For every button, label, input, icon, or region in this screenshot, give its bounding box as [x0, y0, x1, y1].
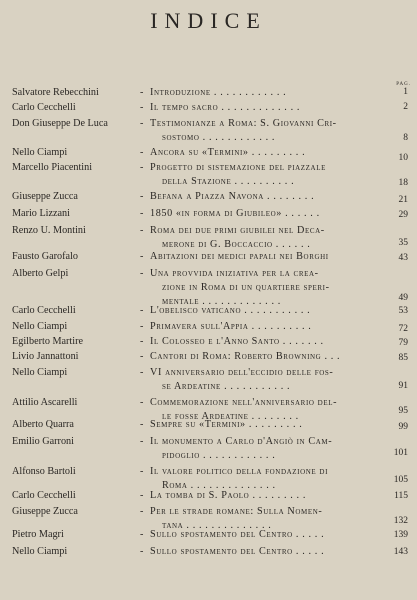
- entry-author: Marcello Piacentini: [12, 162, 93, 173]
- entry-author: Carlo Cecchelli: [12, 102, 76, 113]
- entry-dash: -: [140, 225, 144, 236]
- entry-dash: -: [140, 466, 144, 477]
- entry-title-line2: pidoglio . . . . . . . . . . . .: [162, 450, 276, 461]
- entry-author: Nello Ciampi: [12, 321, 68, 332]
- entry-title-line2: Roma . . . . . . . . . . . . . .: [162, 480, 276, 491]
- entry-dash: -: [140, 490, 144, 501]
- entry-page-number: 1: [403, 87, 408, 97]
- entry-page-number: 99: [398, 422, 408, 432]
- entry-title: La tomba di S. Paolo . . . . . . . . .: [150, 490, 306, 501]
- entry-author: Alfonso Bartoli: [12, 466, 76, 477]
- entry-title: Una provvida iniziativa per la crea-: [150, 268, 319, 279]
- entry-title: Primavera sull'Appia . . . . . . . . . .: [150, 321, 312, 332]
- entry-dash: -: [140, 118, 144, 129]
- entry-dash: -: [140, 397, 144, 408]
- entry-dash: -: [140, 351, 144, 362]
- entry-dash: -: [140, 251, 144, 262]
- entry-title: Il monumento a Carlo d'Angiò in Cam-: [150, 436, 333, 447]
- entry-title: 1850 «in forma di Giubileo» . . . . . .: [150, 208, 320, 219]
- entry-title: Il valore politico della fondazione di: [150, 466, 329, 477]
- entry-author: Salvatore Rebecchini: [12, 87, 99, 98]
- entry-page-number: 49: [398, 293, 408, 303]
- entry-author: Egilberto Martire: [12, 336, 84, 347]
- entry-page-number: 132: [393, 516, 408, 526]
- entry-title: Sullo spostamento del Centro . . . . .: [150, 546, 325, 557]
- entry-page-number: 53: [398, 306, 408, 316]
- entry-title: Commemorazione nell'anniversario del-: [150, 397, 338, 408]
- entry-dash: -: [140, 162, 144, 173]
- entry-page-number: 29: [398, 210, 408, 220]
- entry-page-number: 105: [393, 475, 408, 485]
- page-title: INDICE: [150, 8, 267, 33]
- entry-title-line2: tana . . . . . . . . . . . . . .: [162, 520, 272, 531]
- entry-author: Renzo U. Montini: [12, 225, 86, 236]
- entry-title: Il tempo sacro . . . . . . . . . . . . .: [150, 102, 301, 113]
- entry-dash: -: [140, 336, 144, 347]
- entry-page-number: 115: [394, 491, 408, 501]
- entry-title-line3: mentale . . . . . . . . . . . . .: [162, 296, 281, 307]
- entry-title-line2: zione in Roma di un quartiere speri-: [162, 282, 330, 293]
- entry-dash: -: [140, 87, 144, 98]
- entry-title: Sempre su «Termini» . . . . . . . . .: [150, 419, 303, 430]
- entry-page-number: 72: [398, 324, 408, 334]
- entry-author: Nello Ciampi: [12, 546, 68, 557]
- entry-page-number: 35: [398, 238, 408, 248]
- entry-title: Introduzione . . . . . . . . . . . .: [150, 87, 287, 98]
- entry-page-number: 95: [398, 406, 408, 416]
- entry-title: Abitazioni dei medici papali nei Borghi: [150, 251, 329, 262]
- entry-author: Emilio Garroni: [12, 436, 74, 447]
- entry-page-number: 21: [398, 195, 408, 205]
- entry-title: Ancora su «Termini» . . . . . . . . .: [150, 147, 306, 158]
- entry-author: Alberto Gelpi: [12, 268, 69, 279]
- entry-page-number: 79: [398, 338, 408, 348]
- entry-author: Fausto Garofalo: [12, 251, 78, 262]
- entry-dash: -: [140, 305, 144, 316]
- entry-author: Giuseppe Zucca: [12, 506, 78, 517]
- entry-author: Mario Lizzani: [12, 208, 70, 219]
- entry-title: Testimonianze a Roma: S. Giovanni Cri-: [150, 118, 337, 129]
- entry-title: VI anniversario dell'eccidio delle fos-: [150, 367, 334, 378]
- page-column-label: PAG.: [396, 82, 411, 87]
- entry-page-number: 10: [398, 153, 408, 163]
- entry-author: Pietro Magri: [12, 529, 64, 540]
- entry-dash: -: [140, 191, 144, 202]
- entry-dash: -: [140, 268, 144, 279]
- entry-dash: -: [140, 419, 144, 430]
- entry-page-number: 139: [393, 530, 408, 540]
- entry-dash: -: [140, 546, 144, 557]
- entry-page-number: 18: [398, 178, 408, 188]
- entry-author: Nello Ciampi: [12, 367, 68, 378]
- entry-dash: -: [140, 529, 144, 540]
- entry-author: Don Giuseppe De Luca: [12, 118, 108, 129]
- entry-page-number: 101: [393, 448, 408, 458]
- entry-author: Nello Ciampi: [12, 147, 68, 158]
- entry-title: Cantori di Roma: Roberto Browning . . .: [150, 351, 341, 362]
- entry-title: Progetto di sistemazione del piazzale: [150, 162, 326, 173]
- entry-title-line2: merone di G. Boccaccio . . . . . .: [162, 239, 311, 250]
- entry-author: Alberto Quarra: [12, 419, 74, 430]
- entry-title: Sullo spostamento del Centro . . . . .: [150, 529, 325, 540]
- entry-dash: -: [140, 367, 144, 378]
- entry-dash: -: [140, 208, 144, 219]
- entry-title-line2: le fosse Ardeatine . . . . . . . .: [162, 411, 299, 422]
- entry-title-line2: della Stazione . . . . . . . . . .: [162, 176, 295, 187]
- entry-author: Carlo Cecchelli: [12, 305, 76, 316]
- entry-dash: -: [140, 147, 144, 158]
- entry-author: Livio Jannattoni: [12, 351, 79, 362]
- entry-title: Il Colosseo e l'Anno Santo . . . . . . .: [150, 336, 324, 347]
- entry-author: Giuseppe Zucca: [12, 191, 78, 202]
- entry-title: L'obelisco vaticano . . . . . . . . . . .: [150, 305, 311, 316]
- entry-dash: -: [140, 102, 144, 113]
- entry-page-number: 43: [398, 253, 408, 263]
- entry-page-number: 8: [403, 133, 408, 143]
- entry-dash: -: [140, 321, 144, 332]
- entry-title-line2: sostomo . . . . . . . . . . . .: [162, 132, 276, 143]
- entry-title: Befana a Piazza Navona . . . . . . . .: [150, 191, 315, 202]
- entry-page-number: 91: [398, 381, 408, 391]
- entry-page-number: 143: [393, 547, 408, 557]
- entry-page-number: 2: [403, 102, 408, 112]
- entry-title-line2: se Ardeatine . . . . . . . . . . .: [162, 381, 291, 392]
- entry-title: Per le strade romane: Sulla Nomen-: [150, 506, 323, 517]
- entry-page-number: 85: [398, 353, 408, 363]
- entry-dash: -: [140, 436, 144, 447]
- entry-author: Carlo Cecchelli: [12, 490, 76, 501]
- entry-author: Attilio Ascarelli: [12, 397, 78, 408]
- entry-title: Roma dei due primi giubilei nel Deca-: [150, 225, 325, 236]
- entry-dash: -: [140, 506, 144, 517]
